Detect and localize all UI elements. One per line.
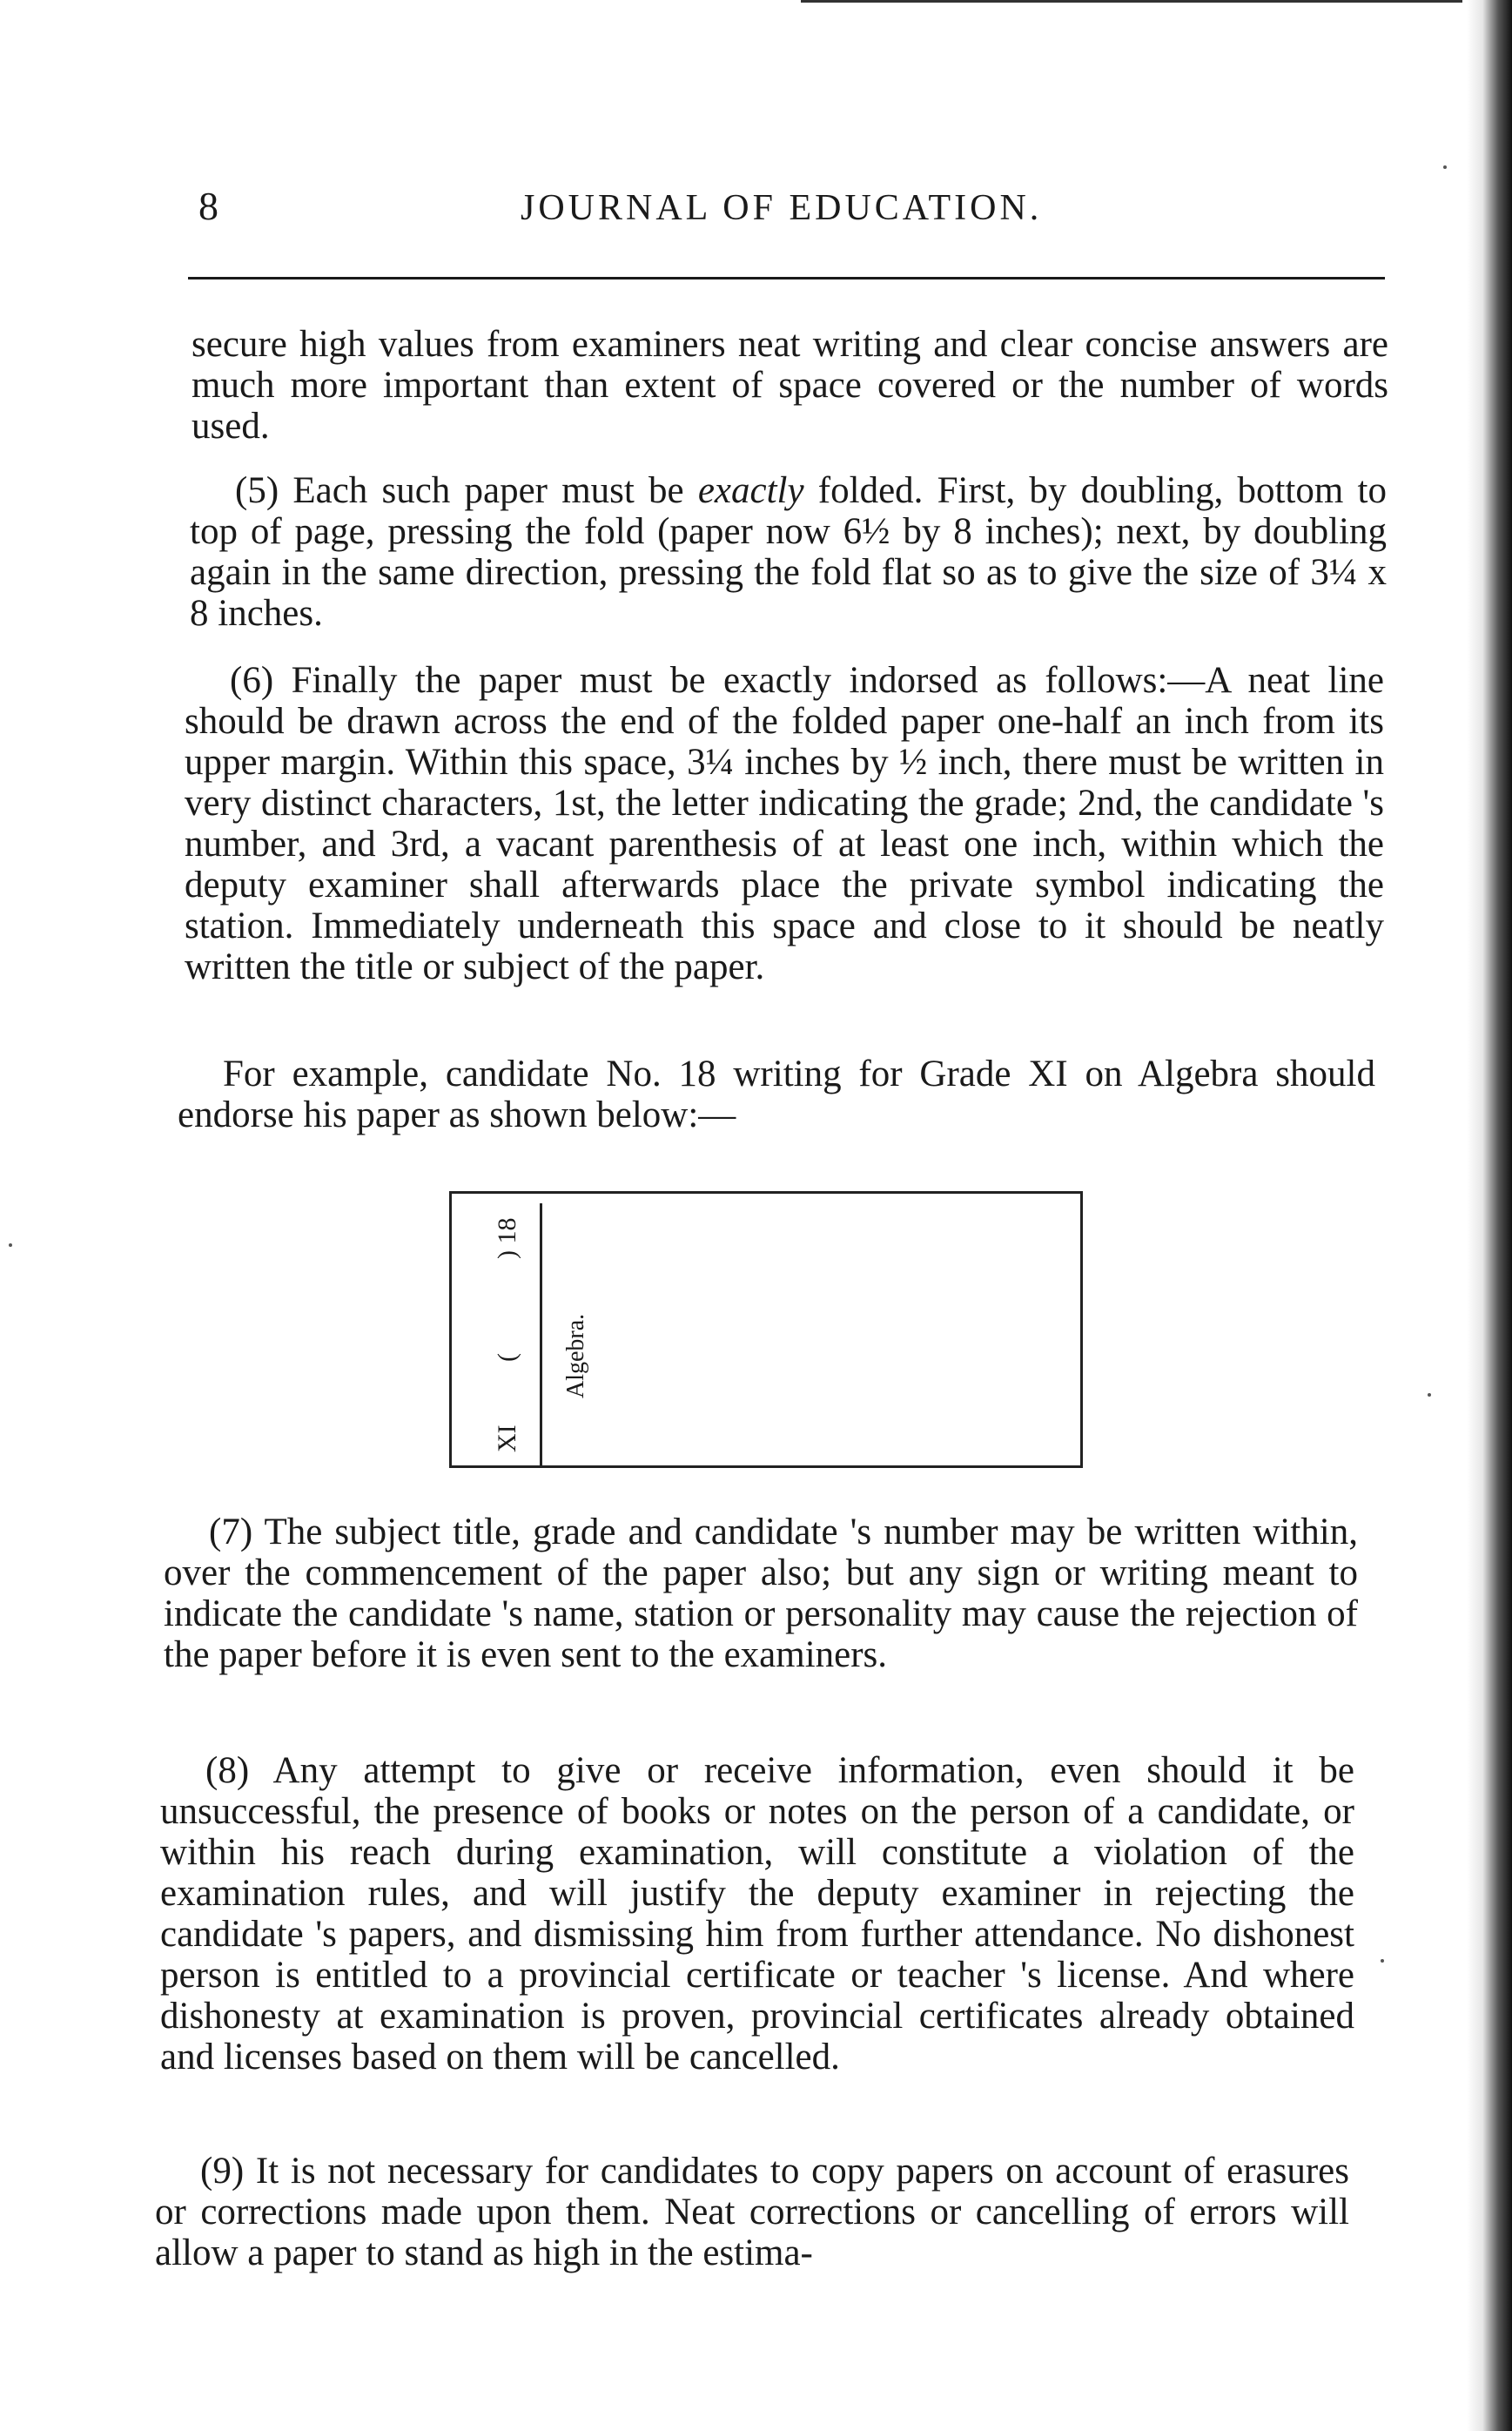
scan-speck bbox=[9, 1243, 12, 1247]
candidate-number: ) 18 bbox=[493, 1217, 521, 1259]
scan-speck bbox=[1443, 165, 1447, 169]
paragraph-5-emphasis: exactly bbox=[697, 470, 804, 511]
example-paragraph: For example, candidate No. 18 writing for Grade XI on Algebra should endorse his paper as shown below:— bbox=[178, 1054, 1375, 1135]
paragraph-5 bbox=[190, 470, 1387, 634]
paragraph-5-rest: folded. First, by doubling, bottom to top of page, pressing the fold (paper now 6½ by 8 inches); next, by doubling again in the same direction, pressing the fold flat so as to give the size of 3¼ x 8 inches. bbox=[190, 470, 1387, 634]
continuation-paragraph: secure high values from examiners neat writing and clear concise answers are much more important than extent of space covered or the number of words used. bbox=[192, 324, 1388, 447]
endorsement-line bbox=[540, 1203, 542, 1466]
scan-speck bbox=[1428, 1393, 1431, 1397]
scan-top-edge bbox=[801, 0, 1462, 3]
grade-label: XI bbox=[493, 1424, 521, 1452]
subject-label: Algebra. bbox=[562, 1313, 589, 1398]
header-rule bbox=[188, 277, 1385, 279]
running-head: JOURNAL OF EDUCATION. bbox=[521, 188, 1043, 228]
folded-paper-outline bbox=[449, 1191, 1083, 1468]
page-number: 8 bbox=[198, 184, 218, 228]
paragraph-9: (9) It is not necessary for candidates to copy papers on account of erasures or corrections made upon them. Neat corrections or cancelling of errors will allow a paper to stand as high in the estima- bbox=[155, 2151, 1349, 2273]
paragraph-7: (7) The subject title, grade and candidate 's number may be written within, over the commencement of the paper also; but any sign or writing meant to indicate the candidate 's name, station or personality may cause the rejection of the paper before it is even sent to the examiners. bbox=[164, 1512, 1358, 1675]
paragraph-5-lead: (5) Each such paper must be bbox=[235, 470, 698, 511]
paragraph-6: (6) Finally the paper must be exactly indorsed as follows:—A neat line should be drawn across the end of the folded paper one-half an inch from its upper margin. Within this space, 3¼ inches by ½ inch, there must be written in very distinct characters, 1st, the letter indicating the grade; 2nd, the candidate 's number, and 3rd, a vacant parenthesis of at least one inch, within which the deputy examiner shall afterwards place the private symbol indicating the station. Immediately underneath this space and close to it should be neatly written the title or subject of the paper. bbox=[185, 660, 1384, 987]
endorsement-diagram bbox=[449, 1181, 1088, 1477]
scan-speck bbox=[1381, 1959, 1384, 1963]
open-parenthesis: ( bbox=[493, 1353, 521, 1362]
scan-binding-edge bbox=[1467, 0, 1512, 2431]
paragraph-8: (8) Any attempt to give or receive information, even should it be unsuccessful, the presence of books or notes on the person of a candidate, or within his reach during examination, will constitute a violation of the examination rules, and will justify the deputy examiner in rejecting the candidate 's papers, and dismissing him from further attendance. No dishonest person is entitled to a provincial certificate or teacher 's license. And where dishonesty at examination is proven, provincial certificates already obtained and licenses based on them will be cancelled. bbox=[160, 1750, 1354, 2077]
